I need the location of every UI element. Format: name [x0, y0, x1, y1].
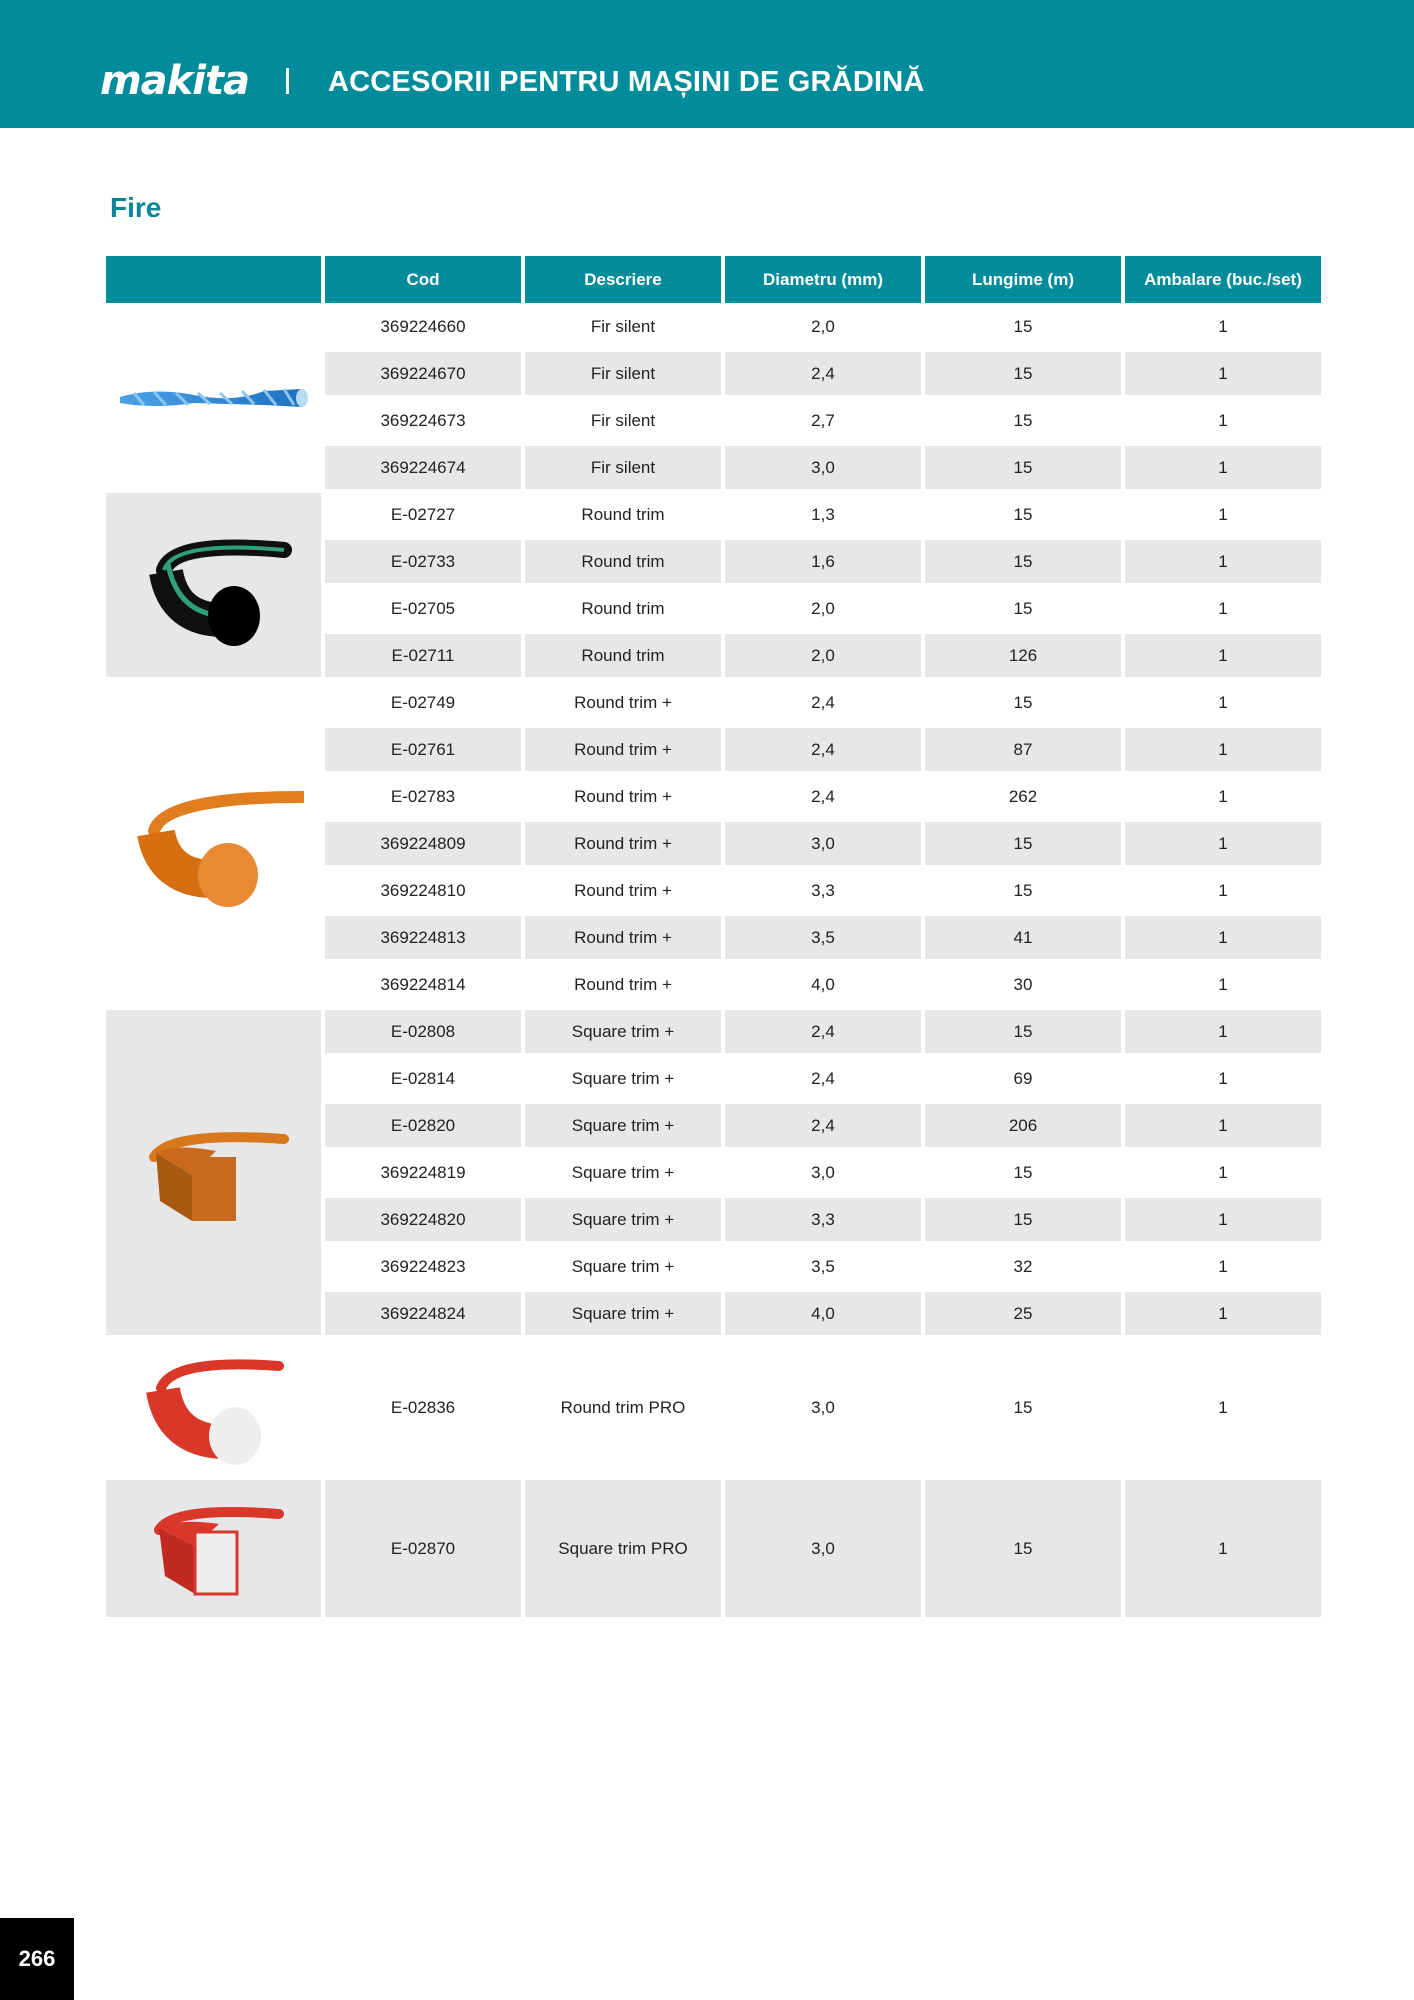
product-image-cell	[106, 1339, 321, 1480]
table-row	[106, 305, 1321, 352]
cell-cod: E-02808	[325, 1010, 521, 1057]
table-row	[106, 1339, 1321, 1480]
column-header-descriere: Descriere	[525, 256, 721, 305]
cell-descriere: Square trim +	[525, 1057, 721, 1104]
cell-descriere: Round trim	[525, 587, 721, 634]
cell-lungime: 15	[925, 352, 1121, 399]
cell-cod: 369224813	[325, 916, 521, 963]
cell-lungime: 126	[925, 634, 1121, 681]
cell-cod: E-02814	[325, 1057, 521, 1104]
cell-descriere: Fir silent	[525, 305, 721, 352]
cell-diametru: 3,3	[725, 869, 921, 916]
cell-diametru: 3,0	[725, 446, 921, 493]
cell-cod: 369224674	[325, 446, 521, 493]
cell-ambalare: 1	[1125, 1010, 1321, 1057]
cell-diametru: 3,5	[725, 1245, 921, 1292]
cell-descriere: Round trim	[525, 634, 721, 681]
cell-diametru: 3,0	[725, 1339, 921, 1480]
cell-descriere: Square trim +	[525, 1245, 721, 1292]
cell-descriere: Round trim +	[525, 681, 721, 728]
cell-cod: 369224670	[325, 352, 521, 399]
cell-diametru: 1,6	[725, 540, 921, 587]
cell-ambalare: 1	[1125, 352, 1321, 399]
cell-diametru: 2,4	[725, 1057, 921, 1104]
cell-cod: 369224809	[325, 822, 521, 869]
cell-ambalare: 1	[1125, 916, 1321, 963]
cell-diametru: 3,0	[725, 1480, 921, 1621]
cell-lungime: 15	[925, 822, 1121, 869]
cell-descriere: Fir silent	[525, 399, 721, 446]
cell-lungime: 15	[925, 1198, 1121, 1245]
cell-ambalare: 1	[1125, 1339, 1321, 1480]
cell-descriere: Round trim	[525, 540, 721, 587]
cell-ambalare: 1	[1125, 540, 1321, 587]
product-image-cell	[106, 493, 321, 681]
product-image-cell	[106, 681, 321, 1010]
cell-descriere: Fir silent	[525, 352, 721, 399]
cell-descriere: Round trim +	[525, 916, 721, 963]
cell-cod: 369224660	[325, 305, 521, 352]
cell-cod: E-02820	[325, 1104, 521, 1151]
table-row	[106, 681, 1321, 728]
page-header	[0, 0, 1414, 128]
product-image-cell	[106, 1010, 321, 1339]
cell-ambalare: 1	[1125, 869, 1321, 916]
cell-ambalare: 1	[1125, 399, 1321, 446]
cell-lungime: 15	[925, 399, 1121, 446]
cell-diametru: 2,4	[725, 1010, 921, 1057]
cell-lungime: 41	[925, 916, 1121, 963]
cell-diametru: 2,4	[725, 1104, 921, 1151]
cell-ambalare: 1	[1125, 634, 1321, 681]
cell-ambalare: 1	[1125, 1480, 1321, 1621]
blue-twisted-line-icon	[114, 367, 314, 427]
cell-descriere: Square trim +	[525, 1292, 721, 1339]
cell-cod: E-02783	[325, 775, 521, 822]
cell-descriere: Square trim +	[525, 1104, 721, 1151]
cell-descriere: Round trim PRO	[525, 1339, 721, 1480]
cell-cod: E-02727	[325, 493, 521, 540]
orange-round-line-icon	[124, 779, 304, 909]
cell-lungime: 87	[925, 728, 1121, 775]
cell-cod: 369224824	[325, 1292, 521, 1339]
cell-cod: E-02711	[325, 634, 521, 681]
cell-diametru: 2,4	[725, 775, 921, 822]
column-header-diametru: Diametru (mm)	[725, 256, 921, 305]
orange-square-line-icon	[134, 1113, 294, 1233]
cell-ambalare: 1	[1125, 1198, 1321, 1245]
cell-diametru: 4,0	[725, 1292, 921, 1339]
product-table	[102, 256, 1325, 1621]
cell-lungime: 15	[925, 305, 1121, 352]
cell-cod: 369224823	[325, 1245, 521, 1292]
red-square-line-icon	[139, 1494, 289, 1604]
cell-ambalare: 1	[1125, 681, 1321, 728]
cell-lungime: 15	[925, 1010, 1121, 1057]
cell-lungime: 15	[925, 587, 1121, 634]
cell-descriere: Round trim +	[525, 775, 721, 822]
cell-ambalare: 1	[1125, 587, 1321, 634]
cell-lungime: 262	[925, 775, 1121, 822]
cell-lungime: 15	[925, 446, 1121, 493]
cell-cod: E-02761	[325, 728, 521, 775]
cell-diametru: 4,0	[725, 963, 921, 1010]
cell-descriere: Round trim +	[525, 869, 721, 916]
cell-ambalare: 1	[1125, 775, 1321, 822]
product-image-cell	[106, 305, 321, 493]
cell-diametru: 2,0	[725, 587, 921, 634]
table-header-row	[106, 256, 1321, 305]
cell-descriere: Fir silent	[525, 446, 721, 493]
cell-descriere: Round trim +	[525, 728, 721, 775]
cell-ambalare: 1	[1125, 493, 1321, 540]
cell-cod: E-02749	[325, 681, 521, 728]
cell-ambalare: 1	[1125, 822, 1321, 869]
green-black-round-line-icon	[134, 520, 294, 650]
cell-cod: 369224819	[325, 1151, 521, 1198]
cell-ambalare: 1	[1125, 963, 1321, 1010]
cell-descriere: Square trim PRO	[525, 1480, 721, 1621]
cell-diametru: 3,0	[725, 822, 921, 869]
cell-cod: 369224820	[325, 1198, 521, 1245]
cell-descriere: Round trim	[525, 493, 721, 540]
cell-diametru: 2,0	[725, 634, 921, 681]
cell-cod: 369224673	[325, 399, 521, 446]
cell-diametru: 3,0	[725, 1151, 921, 1198]
cell-ambalare: 1	[1125, 1104, 1321, 1151]
cell-cod: 369224814	[325, 963, 521, 1010]
column-header-ambalare: Ambalare (buc./set)	[1125, 256, 1321, 305]
cell-diametru: 1,3	[725, 493, 921, 540]
cell-diametru: 2,4	[725, 352, 921, 399]
cell-ambalare: 1	[1125, 305, 1321, 352]
cell-diametru: 3,5	[725, 916, 921, 963]
table-row	[106, 1480, 1321, 1621]
cell-cod: E-02733	[325, 540, 521, 587]
cell-lungime: 15	[925, 681, 1121, 728]
cell-cod: E-02705	[325, 587, 521, 634]
header-title: ACCESORII PENTRU MAȘINI DE GRĂDINĂ	[328, 66, 925, 98]
page-number: 266	[0, 1918, 74, 2000]
cell-descriere: Round trim +	[525, 963, 721, 1010]
product-image-cell	[106, 1480, 321, 1621]
cell-ambalare: 1	[1125, 1057, 1321, 1104]
cell-lungime: 15	[925, 869, 1121, 916]
red-round-line-icon	[139, 1348, 289, 1468]
cell-lungime: 30	[925, 963, 1121, 1010]
cell-cod: E-02870	[325, 1480, 521, 1621]
cell-ambalare: 1	[1125, 1245, 1321, 1292]
cell-lungime: 15	[925, 540, 1121, 587]
cell-cod: 369224810	[325, 869, 521, 916]
cell-ambalare: 1	[1125, 1151, 1321, 1198]
cell-lungime: 15	[925, 493, 1121, 540]
cell-lungime: 32	[925, 1245, 1121, 1292]
cell-ambalare: 1	[1125, 446, 1321, 493]
cell-diametru: 2,4	[725, 728, 921, 775]
cell-cod: E-02836	[325, 1339, 521, 1480]
header-divider	[286, 68, 289, 94]
cell-diametru: 3,3	[725, 1198, 921, 1245]
cell-lungime: 15	[925, 1339, 1121, 1480]
cell-lungime: 69	[925, 1057, 1121, 1104]
image-column-header	[106, 256, 321, 305]
cell-descriere: Round trim +	[525, 822, 721, 869]
column-header-cod: Cod	[325, 256, 521, 305]
cell-descriere: Square trim +	[525, 1198, 721, 1245]
cell-lungime: 206	[925, 1104, 1121, 1151]
cell-diametru: 2,7	[725, 399, 921, 446]
cell-descriere: Square trim +	[525, 1151, 721, 1198]
section-title: Fire	[110, 192, 162, 223]
cell-descriere: Square trim +	[525, 1010, 721, 1057]
column-header-lungime: Lungime (m)	[925, 256, 1121, 305]
table-row	[106, 1010, 1321, 1057]
cell-diametru: 2,4	[725, 681, 921, 728]
cell-ambalare: 1	[1125, 1292, 1321, 1339]
cell-lungime: 25	[925, 1292, 1121, 1339]
cell-lungime: 15	[925, 1480, 1121, 1621]
cell-lungime: 15	[925, 1151, 1121, 1198]
table-row	[106, 493, 1321, 540]
makita-logo: makita	[100, 58, 250, 104]
cell-ambalare: 1	[1125, 728, 1321, 775]
cell-diametru: 2,0	[725, 305, 921, 352]
